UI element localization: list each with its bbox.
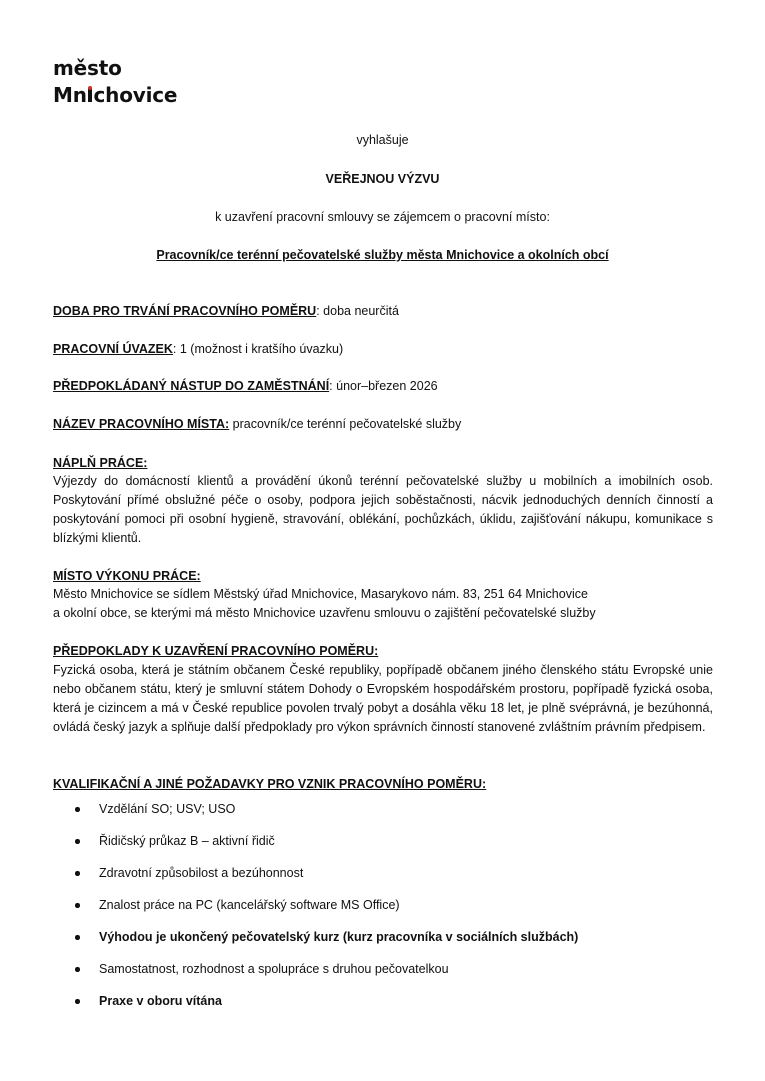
logo-dotted-i [87,83,94,107]
field-job-name: NÁZEV PRACOVNÍHO MÍSTA: pracovník/ce terénní pečovatelské služby [53,417,462,431]
list-item: Výhodou je ukončený pečovatelský kurz (kurz pracovníka v sociálních službách) [53,928,713,960]
bullet-icon [75,807,80,812]
field-start-date: PŘEDPOKLÁDANÝ NÁSTUP DO ZAMĚSTNÁNÍ: únor–březen 2026 [53,379,438,393]
bullet-icon [75,967,80,972]
document-title: VEŘEJNOU VÝZVU [325,172,440,186]
duties-heading: NÁPLŇ PRÁCE: [53,456,148,470]
prereq-text: Fyzická osoba, která je státním občanem České republiky, popřípadě občanem jiného členského státu Evropské unie nebo občanem státu, který je smluvní státem Dohody o Evropském hospodářském prostoru, popřípadě fyzická osoba, která je cizincem a má v České republice povolen trvalý pobyt a dosáhla věku 18 let, je plně svéprávná, je bezúhonná, ovládá český jazyk a splňuje další předpoklady pro výkon správních činností stanovené zvláštním právním předpisem. [53,663,713,734]
logo-line-2: Mn chovice [53,83,178,107]
list-item: Vzdělání SO; USV; USO [53,800,713,832]
place-heading: MÍSTO VÝKONU PRÁCE: [53,569,201,583]
city-logo [53,55,177,109]
intro-text: vyhlašuje [356,133,409,147]
place-line-1: Město Mnichovice se sídlem Městský úřad Mnichovice, Masarykovo nám. 83, 251 64 Mnichovice [53,587,588,601]
document-subtitle: k uzavření pracovní smlouvy se zájemcem o pracovní místo: [215,210,550,224]
bullet-icon [75,871,80,876]
requirements-list [53,800,713,1024]
list-item: Praxe v oboru vítána [53,992,713,1024]
position-title: Pracovník/ce terénní pečovatelské služby města Mnichovice a okolních obcí [156,248,609,262]
logo-line-1: město [53,56,122,80]
duties-text: Výjezdy do domácností klientů a provádění úkonů terénní pečovatelské služby u mobilních a imobilních osob. Poskytování přímé obslužné péče o osoby, podpora jejich soběstačnosti, nácvik jednoduchých denních činností a poskytování pomoci při osobní hygieně, stravování, oblékání, pochůzkách, úklidu, zajišťování nákupu, komunikace s blízkými klientů. [53,474,713,545]
list-item: Znalost práce na PC (kancelářský software MS Office) [53,896,713,928]
requirements-heading: KVALIFIKAČNÍ A JINÉ POŽADAVKY PRO VZNIK PRACOVNÍHO POMĚRU: [53,777,487,791]
prereq-heading: PŘEDPOKLADY K UZAVŘENÍ PRACOVNÍHO POMĚRU: [53,644,379,658]
bullet-icon [75,935,80,940]
list-item: Samostatnost, rozhodnost a spolupráce s druhou pečovatelkou [53,960,713,992]
list-item: Zdravotní způsobilost a bezúhonnost [53,864,713,896]
field-workload: PRACOVNÍ ÚVAZEK: 1 (možnost i kratšího úvazku) [53,342,344,356]
bullet-icon [75,839,80,844]
place-line-2: a okolní obce, se kterými má město Mnichovice uzavřenu smlouvu o zajištění pečovatelské služby [53,606,596,620]
bullet-icon [75,903,80,908]
bullet-icon [75,999,80,1004]
list-item: Řidičský průkaz B – aktivní řidič [53,832,713,864]
field-duration: DOBA PRO TRVÁNÍ PRACOVNÍHO POMĚRU: doba neurčitá [53,304,399,318]
